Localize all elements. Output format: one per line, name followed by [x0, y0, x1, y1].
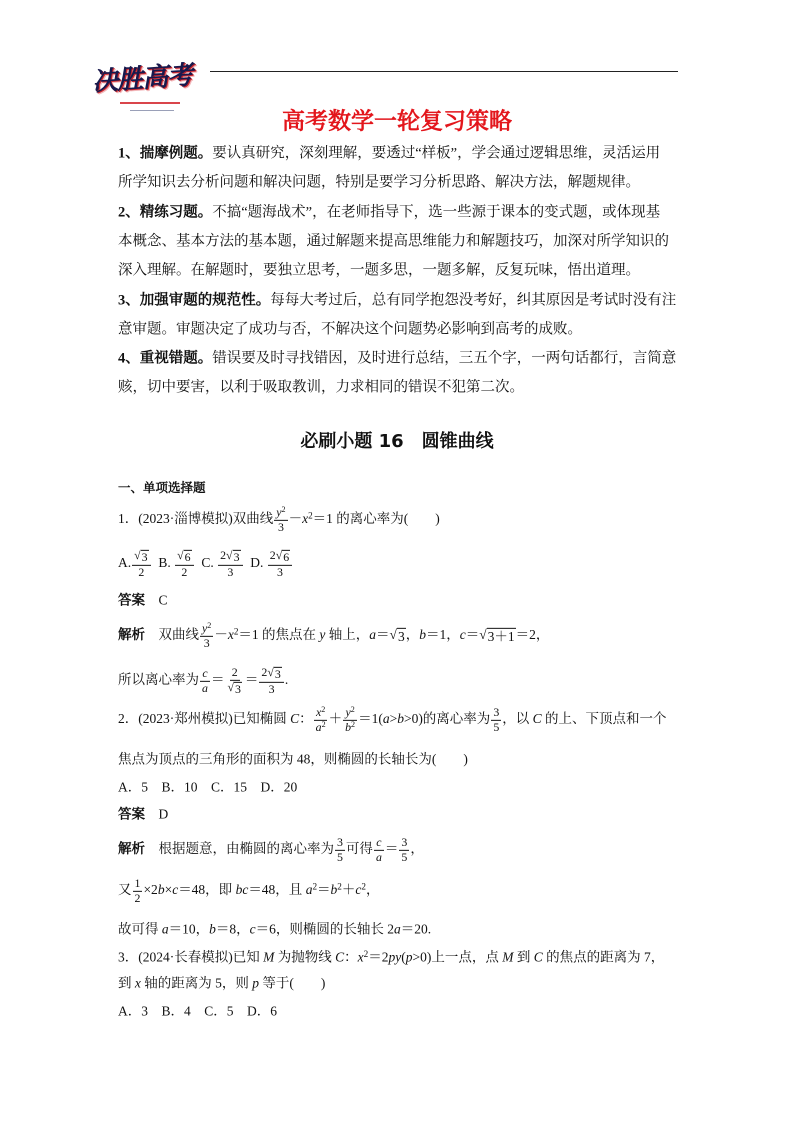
text-run: ＝ [384, 841, 399, 857]
text-run: 焦点为顶点的三角形的面积为 48，则椭圆的长轴长为( ) [118, 751, 468, 767]
fraction-denominator [179, 566, 189, 580]
text-run: × [164, 882, 173, 898]
fraction-denominator [343, 721, 357, 735]
square-root [226, 549, 240, 565]
fraction-numerator [374, 836, 383, 851]
math-variable: x [315, 704, 322, 719]
strategy-item-2 [118, 204, 660, 221]
text-run: C [145, 592, 168, 608]
text-run: 3 [493, 704, 500, 719]
text-run: . [284, 672, 289, 688]
radicand [234, 682, 242, 697]
text-run: 轴的距离为 5，则 [140, 975, 253, 991]
fraction [259, 666, 283, 696]
question-2-analysis [118, 922, 431, 939]
square-root [390, 627, 406, 646]
text-run: ＝8， [215, 921, 250, 937]
math-variable: x [302, 511, 309, 527]
question-2-analysis [118, 836, 424, 864]
radicand [487, 628, 516, 646]
text-run: ： [299, 711, 313, 727]
text-run: 3 [234, 681, 241, 696]
text-run: D [145, 806, 169, 822]
math-variable: C [335, 949, 345, 965]
fraction-denominator [136, 566, 146, 580]
text-run: 5 [337, 849, 343, 864]
text-run: 3＋1 [487, 629, 515, 645]
question-2-analysis [118, 877, 379, 905]
fraction [335, 836, 345, 864]
math-variable: p [405, 949, 413, 965]
strategy-item-1 [118, 145, 660, 162]
question-3-stem [118, 976, 325, 993]
section-title: 必刷小题 16 圆锥曲线 [300, 431, 494, 452]
fraction-denominator [225, 681, 243, 697]
fraction-numerator [259, 666, 283, 683]
fraction-numerator [335, 836, 345, 851]
fraction [218, 549, 242, 579]
fraction [175, 549, 193, 579]
text-run: 3 [141, 549, 148, 564]
question-1-stem [118, 506, 440, 534]
fraction-denominator [276, 521, 286, 535]
question-2-options [118, 780, 297, 797]
math-variable: a [375, 849, 382, 864]
fraction-numerator [175, 549, 193, 566]
fraction-numerator [491, 706, 501, 721]
math-variable: y [319, 627, 326, 643]
math-variable: a [394, 921, 401, 937]
text-run: 3 [203, 635, 210, 650]
text-run: 又 [118, 882, 132, 898]
text-run: ＝1( [358, 711, 383, 727]
text-run: 6 [184, 549, 191, 564]
bold-label: 解析 [118, 627, 145, 643]
strategy-item-3 [118, 292, 676, 309]
math-variable: bc [235, 882, 249, 898]
strategy-item-1-continued: 所学知识去分析问题和解决问题，特别是要学习分析思路、解决方法，解题规律。 [118, 174, 640, 191]
square-root [479, 627, 515, 646]
radicand [397, 628, 406, 646]
text-run: ＝1 的焦点在 [238, 627, 320, 643]
text-run: 2 [269, 547, 276, 562]
math-variable: c [172, 882, 179, 898]
fraction-numerator [200, 622, 213, 637]
fraction-denominator [202, 637, 212, 651]
math-variable: c [459, 627, 466, 643]
bold-label: 答案 [118, 806, 145, 822]
math-variable: c [249, 921, 256, 937]
strategy-item-4 [118, 350, 676, 367]
radicand [141, 550, 149, 565]
text-run: ＝10， [168, 921, 210, 937]
fraction [374, 836, 384, 864]
text-run: 根据题意，由椭圆的离心率为 [145, 841, 334, 857]
text-run: 等于( ) [259, 975, 326, 991]
fraction [133, 877, 143, 905]
text-run: 为抛物线 [274, 949, 336, 965]
text-run: ＝2， [515, 627, 550, 643]
fraction [274, 506, 287, 534]
text-run: 5 [401, 849, 408, 864]
fraction [225, 666, 243, 696]
question-3-stem [118, 950, 664, 967]
bold-label: 解析 [118, 841, 145, 857]
text-run: 2 [181, 564, 188, 579]
strategy-item-text: 错误要及时寻找错因，及时进行总结，三五个字，一两句话都行，言简意 [212, 350, 677, 367]
strategy-item-number: 4、 [118, 350, 140, 367]
question-1-options [118, 549, 293, 579]
superscript: 2 [363, 948, 369, 959]
fraction-numerator [399, 836, 409, 851]
fraction-numerator [343, 706, 356, 721]
fraction-denominator [374, 851, 384, 865]
text-run: 3 [268, 681, 275, 696]
math-variable: c [376, 834, 382, 849]
superscript: 2 [361, 881, 366, 892]
strategy-item-number: 1、 [118, 145, 140, 162]
text-run: ＝ [244, 672, 259, 688]
strategy-item-text: 每每大考过后，总有同学抱怨没考好，纠其原因是考试时没有注 [270, 292, 677, 309]
strategy-item-number: 2、 [118, 204, 140, 221]
text-run: B. [151, 555, 175, 571]
text-run: A. [118, 555, 132, 571]
text-run: ＋ [328, 711, 343, 727]
fraction-numerator [268, 549, 292, 566]
fraction-numerator [218, 549, 242, 566]
square-root [267, 666, 281, 682]
text-run: ， [405, 627, 420, 643]
fraction-denominator [275, 566, 285, 580]
logo-text: 决胜高考 [91, 60, 194, 98]
text-run: A．3 B．4 C．5 D．6 [118, 1003, 278, 1019]
math-variable: C [532, 711, 542, 727]
text-run: ＝ [210, 672, 225, 688]
strategy-item-heading: 加强审题的规范性。 [139, 292, 271, 309]
radicand [233, 550, 241, 565]
math-variable: py [388, 949, 402, 965]
fraction [491, 706, 501, 734]
text-run: － [214, 627, 228, 643]
text-run: 2 [134, 890, 141, 905]
text-run: D. [243, 555, 267, 571]
fraction-denominator [399, 851, 409, 865]
text-run: 3．(2024·长春模拟)已知 [118, 949, 264, 965]
math-variable: x [357, 949, 364, 965]
math-variable: b [419, 627, 426, 643]
square-root [177, 549, 191, 565]
fraction-numerator [274, 506, 287, 521]
text-run: ， [410, 841, 424, 857]
superscript: 2 [281, 504, 286, 514]
strategy-item-3-continued: 意审题。审题决定了成功与否，不解决这个问题势必影响到高考的成败。 [118, 321, 582, 338]
strategy-item-heading: 揣摩例题。 [139, 145, 213, 162]
strategy-item-heading: 精练习题。 [139, 204, 213, 221]
superscript: 2 [337, 881, 342, 892]
text-run: 5 [493, 719, 500, 734]
fraction-denominator [225, 566, 235, 580]
text-run: 轴上， [325, 627, 370, 643]
math-variable: b [157, 882, 165, 898]
fraction-numerator [200, 667, 209, 682]
math-variable: c [355, 882, 362, 898]
strategy-title: 高考数学一轮复习策略 [282, 108, 512, 135]
superscript: 2 [351, 719, 356, 729]
math-variable: y [276, 504, 282, 519]
fraction [200, 667, 210, 695]
header-rule [210, 71, 678, 72]
radicand [184, 550, 192, 565]
text-run: >0)的离心率为 [403, 711, 491, 727]
strategy-item-heading: 重视错题。 [139, 350, 213, 367]
text-run: ＝48，且 [248, 882, 306, 898]
question-1-analysis [118, 622, 549, 650]
text-run: ＝1， [425, 627, 460, 643]
text-run: 到 [118, 975, 135, 991]
math-variable: x [227, 627, 234, 643]
fraction-denominator [133, 892, 143, 906]
math-variable: y [202, 620, 208, 635]
fraction-denominator [491, 721, 501, 735]
fraction-numerator [314, 706, 327, 721]
text-run: ， [365, 882, 380, 898]
text-run: 3 [274, 666, 281, 681]
text-run: ＝20. [400, 921, 432, 937]
fraction-denominator [267, 683, 277, 697]
question-2-stem [118, 706, 667, 734]
fraction-denominator [335, 851, 345, 865]
text-run: ＝ [465, 627, 480, 643]
radicand [274, 667, 282, 682]
text-run: 所以离心率为 [118, 672, 199, 688]
bold-label: 答案 [118, 592, 145, 608]
square-root [134, 549, 148, 565]
section-subtitle: 一、单项选择题 [118, 480, 206, 495]
text-run: >0)上一点，点 [412, 949, 503, 965]
text-run: 故可得 [118, 921, 162, 937]
fraction [399, 836, 409, 864]
superscript: 2 [312, 881, 318, 892]
text-run: 2 [261, 664, 268, 679]
strategy-item-2-continued: 本概念、基本方法的基本题，通过解题来提高思维能力和解题技巧，加深对所学知识的 [118, 233, 669, 250]
math-variable: b [397, 711, 404, 727]
text-run: ＝1 的离心率为( ) [312, 511, 440, 527]
fraction-numerator [230, 666, 240, 681]
text-run: 2 [220, 547, 227, 562]
superscript: 2 [321, 719, 326, 729]
text-run: － [288, 511, 303, 527]
superscript: 2 [207, 620, 212, 630]
question-2-stem [118, 752, 468, 769]
text-run: 3 [277, 519, 284, 534]
text-run: ( [401, 949, 406, 965]
fraction [268, 549, 292, 579]
superscript: 2 [350, 704, 355, 714]
text-run: ＝ [317, 882, 331, 898]
question-3-options [118, 1004, 277, 1021]
fraction-denominator [200, 682, 210, 696]
fraction-numerator [132, 549, 150, 566]
math-variable: b [330, 882, 338, 898]
strategy-item-2-continued: 深入理解。在解题时，要独立思考，一题多思，一题多解，反复玩味，悟出道理。 [118, 262, 640, 279]
text-run: 3 [397, 629, 405, 645]
fraction [200, 622, 213, 650]
text-run: ＝6，则椭圆的长轴长 2 [255, 921, 394, 937]
strategy-item-text: 要认真研究，深刻理解，要透过“样板”，学会通过逻辑思维，灵活运用 [212, 145, 661, 162]
text-run: ＋ [341, 882, 356, 898]
strategy-item-text: 不搞“题海战术”，在老师指导下，选一些源于课本的变式题，或体现基 [212, 204, 661, 221]
superscript: 2 [321, 704, 326, 714]
math-variable: c [202, 665, 208, 680]
text-run: 2．(2023·郑州模拟)已知椭圆 [118, 711, 291, 727]
superscript: 2 [233, 626, 239, 637]
math-variable: a [161, 921, 169, 937]
text-run: A．5 B．10 C．15 D．20 [118, 779, 298, 795]
text-run: 可得 [345, 841, 373, 857]
text-run: 2 [138, 564, 145, 579]
text-run: 3 [401, 834, 408, 849]
math-variable: a [202, 680, 208, 695]
text-run: 的焦点的距离为 7， [542, 949, 665, 965]
text-run: 2 [231, 664, 238, 679]
math-variable: a [315, 719, 322, 734]
question-2-answer [118, 807, 168, 824]
math-variable: y [345, 704, 351, 719]
fraction-denominator [314, 721, 328, 735]
fraction [314, 706, 328, 734]
text-run: 3 [337, 834, 343, 849]
fraction [343, 706, 357, 734]
math-variable: b [345, 719, 352, 734]
math-variable: M [502, 949, 514, 965]
text-run: 3 [276, 564, 283, 579]
question-1-answer [118, 593, 168, 610]
math-variable: a [305, 882, 313, 898]
radicand [282, 550, 290, 565]
text-run: 的上、下顶点和一个 [541, 711, 667, 727]
fraction [132, 549, 150, 579]
text-run: ＝48，即 [178, 882, 236, 898]
math-variable: C [290, 711, 300, 727]
math-variable: a [369, 627, 377, 643]
math-variable: M [263, 949, 275, 965]
text-run: 6 [283, 549, 290, 564]
strategy-item-number: 3、 [118, 292, 140, 309]
text-run: ＝ [376, 627, 390, 643]
question-1-analysis [118, 666, 288, 696]
fraction-numerator [133, 877, 143, 892]
text-run: 1 [134, 875, 141, 890]
text-run: 3 [227, 564, 234, 579]
square-root [227, 681, 241, 697]
math-variable: x [134, 975, 141, 991]
math-variable: p [252, 975, 259, 991]
text-run: ×2 [143, 882, 158, 898]
text-run: 1．(2023·淄博模拟)双曲线 [118, 511, 274, 527]
strategy-item-4-continued: 赅，切中要害，以利于吸取教训，力求相同的错误不犯第二次。 [118, 379, 524, 396]
text-run: ＝2 [368, 949, 389, 965]
math-variable: a [382, 711, 390, 727]
text-run: 双曲线 [145, 627, 199, 643]
text-run: ： [344, 949, 358, 965]
text-run: 到 [513, 949, 534, 965]
math-variable: C [533, 949, 543, 965]
text-run: C. [194, 555, 218, 571]
math-variable: b [209, 921, 216, 937]
text-run: ，以 [502, 711, 533, 727]
superscript: 2 [308, 510, 313, 521]
text-run: 3 [233, 549, 240, 564]
text-run: > [389, 711, 398, 727]
square-root [276, 549, 290, 565]
